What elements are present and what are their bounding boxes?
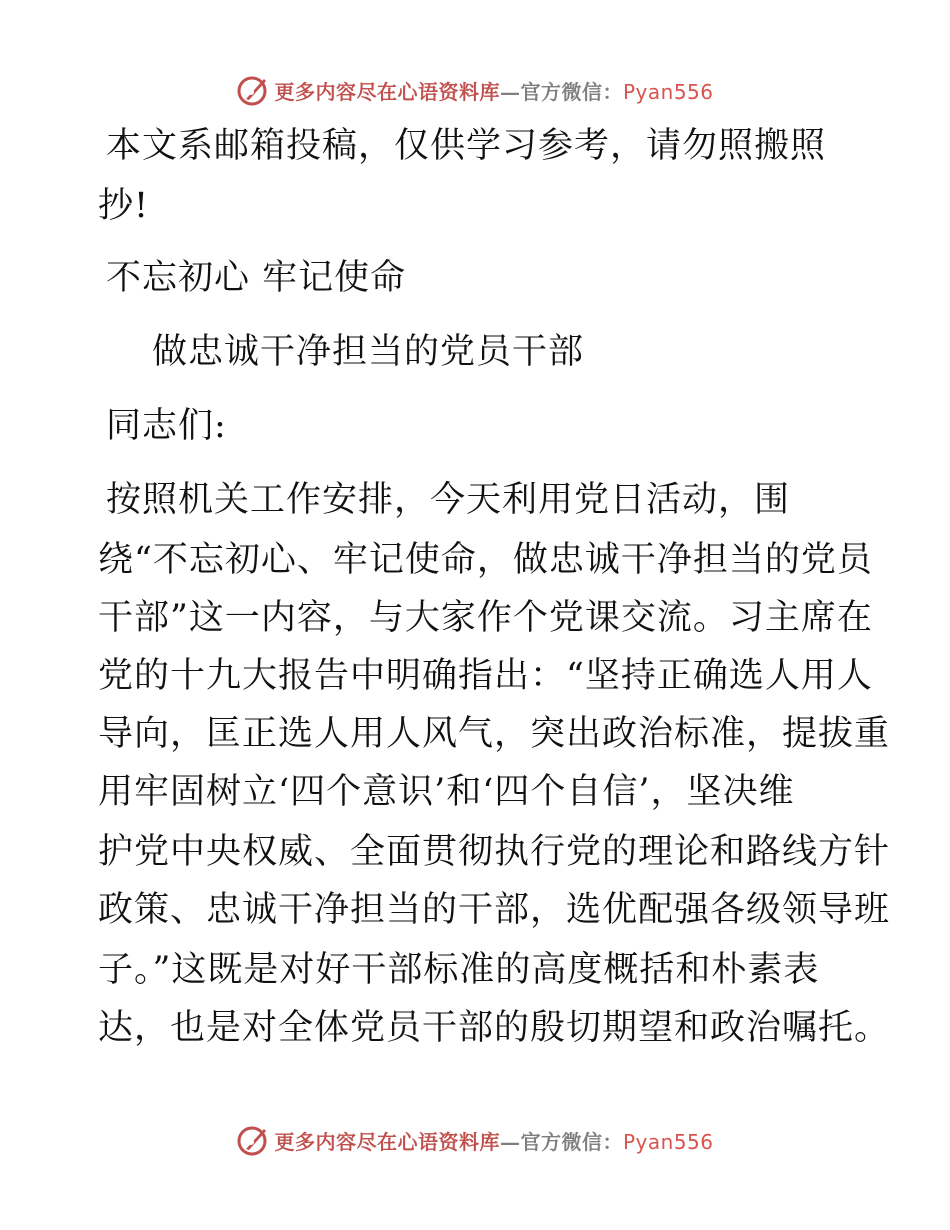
body-line: 按照机关工作安排，今天利用党日活动，围 [106,480,791,520]
banner-wechat-id: Pyan556 [622,79,714,104]
banner-site-text: 更多内容尽在心语资料库 [274,1129,500,1154]
banner-dash: — [499,1129,521,1154]
notice-line-2: 抄! [98,186,150,226]
quill-logo-icon [236,73,270,107]
body-line: 政策、忠诚干净担当的干部，选优配强各级领导班 [98,890,891,930]
salutation: 同志们: [106,406,227,446]
footer-banner [0,1120,950,1160]
banner-site-text: 更多内容尽在心语资料库 [274,79,500,104]
body-line: 护党中央权威、全面贯彻执行党的理论和路线方针 [98,832,891,872]
body-line: 党的十九大报告中明确指出：“坚持正确选人用人 [98,656,873,696]
banner-wechat-label: 官方微信： [520,1129,623,1154]
banner-dash: — [499,79,521,104]
header-banner [0,70,950,110]
title-line-2: 做忠诚干净担当的党员干部 [152,332,585,372]
banner-text [274,1126,713,1155]
body-line: 子。”这既是对好干部标准的高度概括和朴素表 [98,950,820,990]
body-line: 用牢固树立‘四个意识’和‘四个自信’，坚决维 [98,772,795,812]
banner-text [274,76,713,105]
body-line: 绕“不忘初心、牢记使命，做忠诚干净担当的党员 [98,540,873,580]
body-line: 达，也是对全体党员干部的殷切期望和政治嘱托。 [98,1008,891,1048]
body-line: 导向，匡正选人用人风气，突出政治标准，提拔重 [98,714,891,754]
title-line-1: 不忘初心 牢记使命 [106,258,407,298]
body-line: 干部”这一内容，与大家作个党课交流。习主席在 [98,598,873,638]
banner-wechat-label: 官方微信： [520,79,623,104]
quill-logo-icon [236,1123,270,1157]
banner-wechat-id: Pyan556 [622,1129,714,1154]
notice-line-1: 本文系邮箱投稿，仅供学习参考，请勿照搬照 [106,126,827,166]
